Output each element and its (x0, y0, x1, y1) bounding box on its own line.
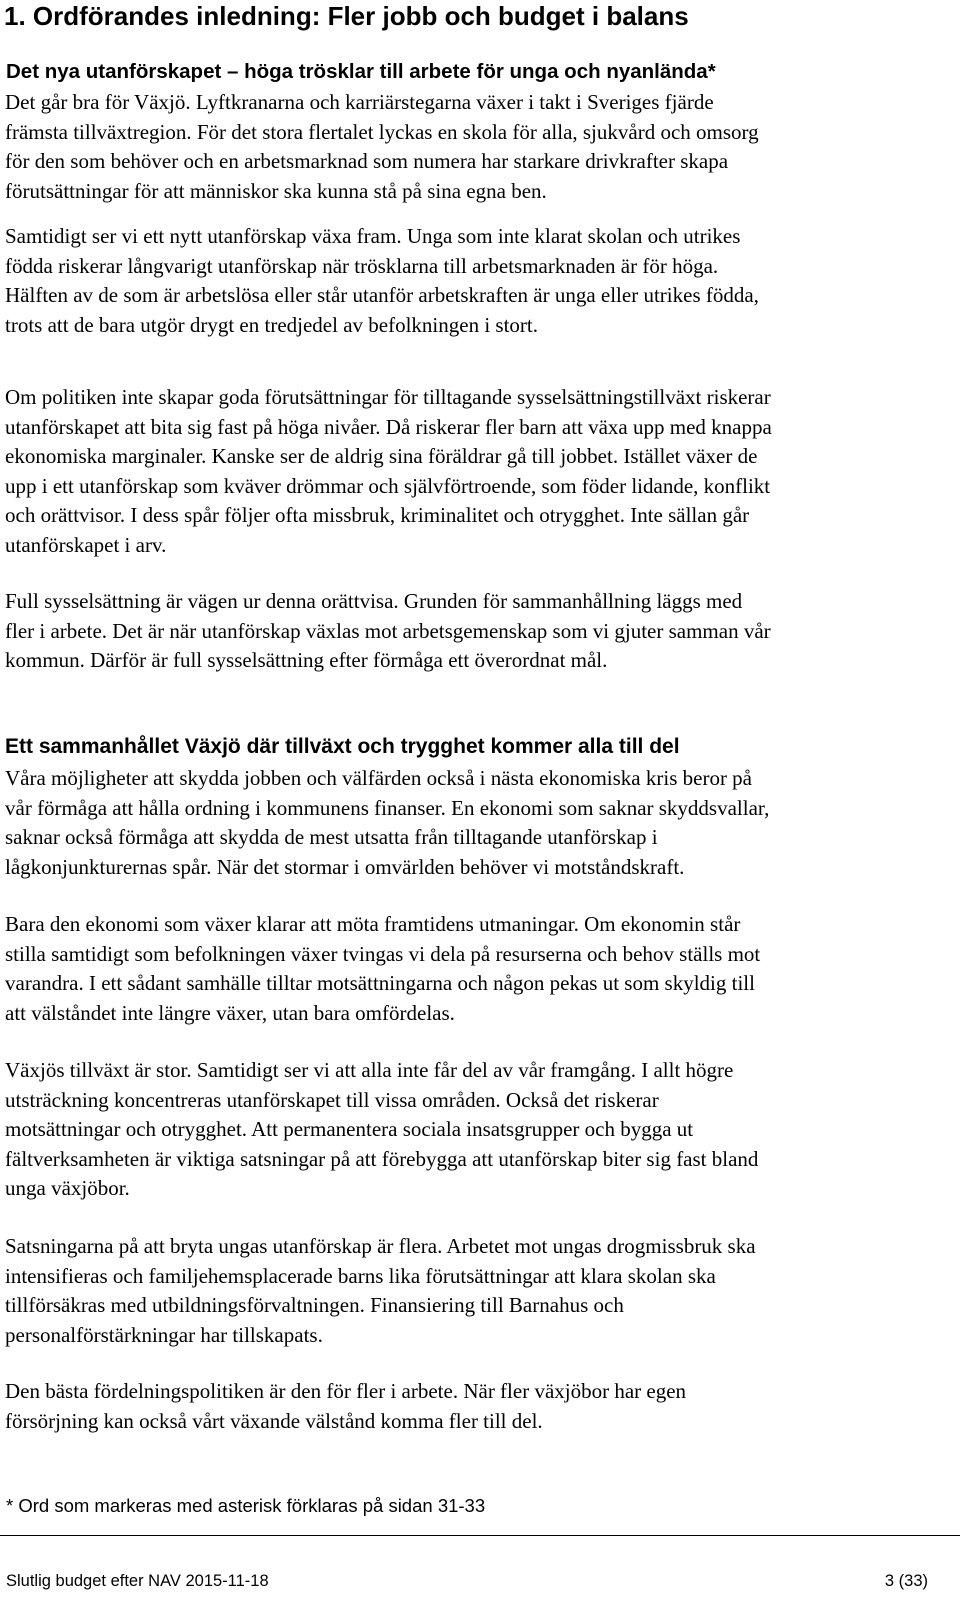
text-line: Den bästa fördelningspolitiken är den för fler i arbete. När fler växjöbor har egen (5, 1379, 687, 1403)
paragraph-8 (5, 1232, 955, 1350)
text-line: vår förmåga att hålla ordning i kommunens finanser. En ekonomi som saknar skyddsvallar, (5, 795, 770, 820)
paragraph-5 (5, 764, 955, 882)
text-line: personalförstärkningar har tillskapats. (5, 1322, 323, 1347)
text-line: Full sysselsättning är vägen ur denna orättvisa. Grunden för sammanhållning läggs med (5, 589, 743, 613)
text-line: att välståndet inte längre växer, utan bara omfördelas. (5, 1000, 455, 1025)
text-line: Samtidigt ser vi ett nytt utanförskap växa fram. Unga som inte klarat skolan och utrikes (5, 224, 741, 248)
page-heading: 1. Ordförandes inledning: Fler jobb och budget i balans (4, 1, 689, 31)
text-line: Växjös tillväxt är stor. Samtidigt ser vi att alla inte får del av vår framgång. I allt högre (5, 1058, 734, 1082)
text-line: varandra. I ett sådant samhälle tilltar motsättningarna och någon pekas ut som skyldig till (5, 971, 755, 996)
paragraph-9 (5, 1377, 955, 1436)
text-line: saknar också förmåga att skydda de mest utsatta från tilltagande utanförskap i (5, 825, 658, 850)
paragraph-3 (5, 383, 955, 561)
text-line: Hälften av de som är arbetslösa eller står utanför arbetskraften är unga eller utrikes födda, (5, 283, 759, 308)
text-line: tillförsäkras med utbildningsförvaltningen. Finansiering till Barnahus och (5, 1293, 624, 1318)
text-line: förutsättningar för att människor ska kunna stå på sina egna ben. (5, 178, 547, 203)
text-line: intensifieras och familjehemsplacerade barns lika förutsättningar att klara skolan ska (5, 1263, 716, 1288)
text-line: Bara den ekonomi som växer klarar att möta framtidens utmaningar. Om ekonomin står (5, 912, 741, 936)
text-line: Satsningarna på att bryta ungas utanförskap är flera. Arbetet mot ungas drogmissbruk ska (5, 1234, 756, 1258)
footer-page-number: 3 (33) (884, 1572, 928, 1590)
footer-document-title: Slutlig budget efter NAV 2015-11-18 (6, 1572, 269, 1590)
text-line: födda riskerar långvarigt utanförskap när trösklarna till arbetsmarknaden är för höga. (5, 253, 719, 278)
paragraph-1 (5, 88, 955, 206)
text-line: Det går bra för Växjö. Lyftkranarna och karriärstegarna växer i takt i Sveriges fjärde (5, 90, 714, 114)
text-line: ekonomiska marginaler. Kanske ser de aldrig sina föräldrar gå till jobbet. Istället växer de (5, 444, 758, 469)
text-line: fältverksamheten är viktiga satsningar på att förebygga att utanförskap biter sig fast bland (5, 1146, 759, 1171)
text-line: Våra möjligheter att skydda jobben och välfärden också i nästa ekonomiska kris beror på (5, 766, 753, 790)
text-line: försörjning kan också vårt växande välstånd komma fler till del. (5, 1408, 543, 1433)
text-line: unga växjöbor. (5, 1176, 130, 1201)
section-heading: Ett sammanhållet Växjö där tillväxt och trygghet kommer alla till del (5, 735, 680, 758)
text-line: Om politiken inte skapar goda förutsättningar för tilltagande sysselsättningstillväxt riskerar (5, 385, 771, 409)
paragraph-6 (5, 910, 955, 1028)
paragraph-7 (5, 1056, 955, 1204)
text-line: utsträckning koncentreras utanförskapet till vissa områden. Också det riskerar (5, 1087, 659, 1112)
text-line: utanförskapet i arv. (5, 532, 167, 557)
text-line: och orättvisor. I dess spår följer ofta missbruk, kriminalitet och otrygghet. Inte sällan går (5, 503, 750, 528)
text-line: kommun. Därför är full sysselsättning efter förmåga ett överordnat mål. (5, 648, 608, 673)
text-line: upp i ett utanförskap som kväver drömmar och självförtroende, som föder lidande, konflikt (5, 473, 771, 498)
paragraph-2 (5, 222, 955, 340)
text-line: stilla samtidigt som befolkningen växer tvingas vi dela på resurserna och behov ställs mot (5, 941, 761, 966)
text-line: lågkonjunkturernas spår. När det stormar i omvärlden behöver vi motståndskraft. (5, 854, 685, 879)
paragraph-4 (5, 587, 955, 676)
footer-divider (0, 1535, 960, 1536)
text-line: utanförskapet att bita sig fast på höga nivåer. Då riskerar fler barn att växa upp med knappa (5, 414, 772, 439)
section-subheading: Det nya utanförskapet – höga trösklar till arbete för unga och nyanlända* (6, 60, 716, 83)
text-line: trots att de bara utgör drygt en tredjedel av befolkningen i stort. (5, 312, 539, 337)
text-line: främsta tillväxtregion. För det stora flertalet lyckas en skola för alla, sjukvård och omsorg (5, 119, 759, 144)
text-line: för den som behöver och en arbetsmarknad som numera har starkare drivkrafter skapa (5, 149, 729, 174)
footnote: * Ord som markeras med asterisk förklaras på sidan 31-33 (6, 1495, 486, 1516)
text-line: fler i arbete. Det är när utanförskap växlas mot arbetsgemenskap som vi gjuter samman vår (5, 618, 771, 643)
text-line: motsättningar och otrygghet. Att permanentera sociala insatsgrupper och bygga ut (5, 1117, 694, 1142)
